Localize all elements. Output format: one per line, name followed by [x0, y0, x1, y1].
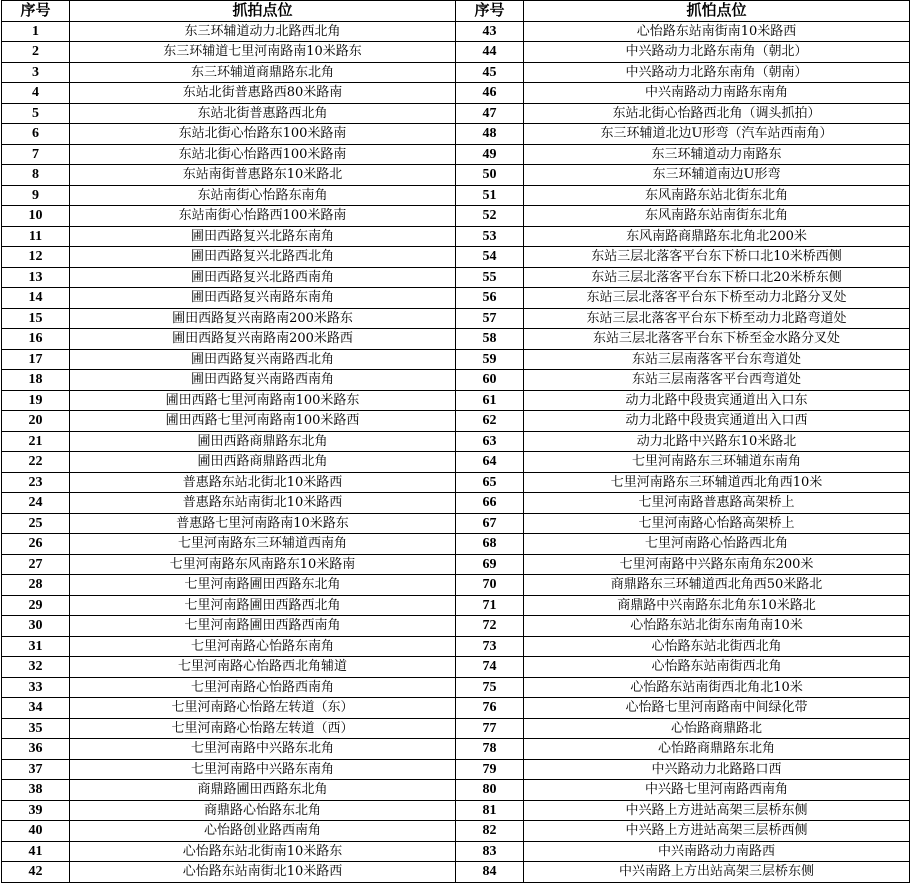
- row-number: 1: [2, 21, 70, 42]
- capture-location: 中兴路七里河南路西南角: [524, 780, 910, 801]
- capture-location: 七里河南路东三环辅道西北角西10米: [524, 472, 910, 493]
- capture-location: 圃田西路七里河南路南100米路西: [70, 411, 456, 432]
- capture-location: 圃田西路复兴北路东南角: [70, 226, 456, 247]
- capture-location: 动力北路中段贵宾通道出入口东: [524, 390, 910, 411]
- row-number: 21: [2, 431, 70, 452]
- row-number: 29: [2, 595, 70, 616]
- capture-location: 七里河南路中兴路东南角东200米: [524, 554, 910, 575]
- table-body: [2, 21, 910, 882]
- capture-location: 商鼎路东三环辅道西北角西50米路北: [524, 575, 910, 596]
- capture-location: 圃田西路商鼎路西北角: [70, 452, 456, 473]
- capture-location: 普惠路七里河南路南10米路东: [70, 513, 456, 534]
- row-number: 78: [456, 739, 524, 760]
- row-number: 79: [456, 759, 524, 780]
- row-number: 55: [456, 267, 524, 288]
- table-row: [2, 267, 910, 288]
- capture-location: 中兴路动力北路路口西: [524, 759, 910, 780]
- row-number: 70: [456, 575, 524, 596]
- capture-location: 商鼎路中兴南路东北角东10米路北: [524, 595, 910, 616]
- row-number: 41: [2, 841, 70, 862]
- capture-location: 中兴路动力北路东南角（朝北）: [524, 42, 910, 63]
- table-row: [2, 42, 910, 63]
- capture-location: 东站南街心怡路东南角: [70, 185, 456, 206]
- table-row: [2, 431, 910, 452]
- capture-location: 七里河南路心怡路左转道（西）: [70, 718, 456, 739]
- capture-location: 中兴南路上方出站高架三层桥东侧: [524, 862, 910, 883]
- capture-location: 七里河南路中兴路东南角: [70, 759, 456, 780]
- capture-location: 七里河南路东风南路东10米路南: [70, 554, 456, 575]
- capture-location: 圃田西路复兴北路西北角: [70, 247, 456, 268]
- capture-location: 圃田西路复兴南路东南角: [70, 288, 456, 309]
- capture-location: 圃田西路七里河南路南100米路东: [70, 390, 456, 411]
- row-number: 80: [456, 780, 524, 801]
- row-number: 40: [2, 821, 70, 842]
- header-no-right: 序号: [456, 1, 524, 22]
- header-row: [2, 1, 910, 22]
- row-number: 37: [2, 759, 70, 780]
- capture-location: 心怡路东站南街南10米路西: [524, 21, 910, 42]
- row-number: 35: [2, 718, 70, 739]
- row-number: 67: [456, 513, 524, 534]
- row-number: 73: [456, 636, 524, 657]
- table-row: [2, 554, 910, 575]
- capture-location: 东站三层北落客平台东下桥至金水路分叉处: [524, 329, 910, 350]
- capture-location: 圃田西路复兴北路西南角: [70, 267, 456, 288]
- capture-location: 七里河南路心怡路西北角: [524, 534, 910, 555]
- capture-location: 心怡路东站北街南10米路东: [70, 841, 456, 862]
- capture-location: 七里河南路心怡路左转道（东）: [70, 698, 456, 719]
- capture-location: 东三环辅道动力南路东: [524, 144, 910, 165]
- table-row: [2, 677, 910, 698]
- capture-location: 心怡路商鼎路东北角: [524, 739, 910, 760]
- row-number: 63: [456, 431, 524, 452]
- row-number: 8: [2, 165, 70, 186]
- row-number: 38: [2, 780, 70, 801]
- row-number: 77: [456, 718, 524, 739]
- table-row: [2, 780, 910, 801]
- row-number: 58: [456, 329, 524, 350]
- table-row: [2, 493, 910, 514]
- table-row: [2, 739, 910, 760]
- row-number: 69: [456, 554, 524, 575]
- row-number: 23: [2, 472, 70, 493]
- capture-location: 圃田西路复兴南路西南角: [70, 370, 456, 391]
- table-row: [2, 349, 910, 370]
- row-number: 83: [456, 841, 524, 862]
- row-number: 72: [456, 616, 524, 637]
- row-number: 71: [456, 595, 524, 616]
- row-number: 16: [2, 329, 70, 350]
- row-number: 65: [456, 472, 524, 493]
- table-row: [2, 575, 910, 596]
- row-number: 50: [456, 165, 524, 186]
- table-row: [2, 698, 910, 719]
- table-row: [2, 841, 910, 862]
- row-number: 39: [2, 800, 70, 821]
- capture-location: 心怡路东站北街东南角南10米: [524, 616, 910, 637]
- row-number: 60: [456, 370, 524, 391]
- capture-location: 东站南街心怡路西100米路南: [70, 206, 456, 227]
- capture-location: 心怡路东站南街西北角北10米: [524, 677, 910, 698]
- table-row: [2, 513, 910, 534]
- capture-location: 心怡路创业路西南角: [70, 821, 456, 842]
- table-row: [2, 103, 910, 124]
- capture-location: 东站北街普惠路西北角: [70, 103, 456, 124]
- table-row: [2, 124, 910, 145]
- row-number: 33: [2, 677, 70, 698]
- capture-location: 心怡路商鼎路北: [524, 718, 910, 739]
- row-number: 57: [456, 308, 524, 329]
- table-row: [2, 718, 910, 739]
- row-number: 48: [456, 124, 524, 145]
- capture-location: 商鼎路心怡路东北角: [70, 800, 456, 821]
- table-row: [2, 288, 910, 309]
- capture-location: 东风南路商鼎路东北角北200米: [524, 226, 910, 247]
- row-number: 84: [456, 862, 524, 883]
- header-location-right: 抓怕点位: [524, 1, 910, 22]
- table-row: [2, 800, 910, 821]
- capture-location: 七里河南路心怡路西北角辅道: [70, 657, 456, 678]
- capture-location: 动力北路中段贵宾通道出入口西: [524, 411, 910, 432]
- row-number: 20: [2, 411, 70, 432]
- table-row: [2, 370, 910, 391]
- capture-location: 东站三层北落客平台东下桥至动力北路弯道处: [524, 308, 910, 329]
- table-row: [2, 247, 910, 268]
- table-row: [2, 21, 910, 42]
- row-number: 53: [456, 226, 524, 247]
- row-number: 10: [2, 206, 70, 227]
- row-number: 47: [456, 103, 524, 124]
- row-number: 17: [2, 349, 70, 370]
- row-number: 54: [456, 247, 524, 268]
- capture-location: 七里河南路圃田西路东北角: [70, 575, 456, 596]
- table-row: [2, 185, 910, 206]
- row-number: 11: [2, 226, 70, 247]
- row-number: 36: [2, 739, 70, 760]
- row-number: 7: [2, 144, 70, 165]
- table-row: [2, 862, 910, 883]
- row-number: 28: [2, 575, 70, 596]
- capture-location: 动力北路中兴路东10米路北: [524, 431, 910, 452]
- capture-location: 圃田西路复兴南路西北角: [70, 349, 456, 370]
- capture-location: 七里河南路圃田西路西南角: [70, 616, 456, 637]
- capture-location: 心怡路七里河南路南中间绿化带: [524, 698, 910, 719]
- row-number: 25: [2, 513, 70, 534]
- row-number: 18: [2, 370, 70, 391]
- capture-location: 东站三层北落客平台东下桥口北20米桥东侧: [524, 267, 910, 288]
- table-row: [2, 308, 910, 329]
- row-number: 64: [456, 452, 524, 473]
- row-number: 26: [2, 534, 70, 555]
- capture-location: 中兴路动力北路东南角（朝南）: [524, 62, 910, 83]
- capture-location: 中兴路上方进站高架三层桥西侧: [524, 821, 910, 842]
- capture-location: 七里河南路中兴路东北角: [70, 739, 456, 760]
- capture-location: 圃田西路复兴南路南200米路东: [70, 308, 456, 329]
- capture-location: 中兴南路动力南路西: [524, 841, 910, 862]
- table-row: [2, 595, 910, 616]
- row-number: 66: [456, 493, 524, 514]
- row-number: 27: [2, 554, 70, 575]
- capture-location: 七里河南路心怡路西南角: [70, 677, 456, 698]
- table-row: [2, 206, 910, 227]
- table-row: [2, 534, 910, 555]
- capture-location: 东站三层北落客平台东下桥至动力北路分叉处: [524, 288, 910, 309]
- table-row: [2, 657, 910, 678]
- capture-location: 心怡路东站北街西北角: [524, 636, 910, 657]
- capture-location: 七里河南路东三环辅道东南角: [524, 452, 910, 473]
- capture-location: 七里河南路普惠路高架桥上: [524, 493, 910, 514]
- capture-location: 七里河南路圃田西路西北角: [70, 595, 456, 616]
- capture-location: 东站北街普惠路西80米路南: [70, 83, 456, 104]
- capture-location: 商鼎路圃田西路东北角: [70, 780, 456, 801]
- capture-location: 东站南街普惠路东10米路北: [70, 165, 456, 186]
- table-row: [2, 472, 910, 493]
- table-row: [2, 821, 910, 842]
- capture-location: 心怡路东站南街西北角: [524, 657, 910, 678]
- table-row: [2, 390, 910, 411]
- capture-location: 东三环辅道商鼎路东北角: [70, 62, 456, 83]
- row-number: 12: [2, 247, 70, 268]
- row-number: 46: [456, 83, 524, 104]
- table-row: [2, 759, 910, 780]
- capture-location: 东三环辅道南边U形弯: [524, 165, 910, 186]
- table-row: [2, 329, 910, 350]
- capture-location: 东站三层南落客平台西弯道处: [524, 370, 910, 391]
- row-number: 44: [456, 42, 524, 63]
- capture-location: 东三环辅道北边U形弯（汽车站西南角）: [524, 124, 910, 145]
- capture-location: 圃田西路复兴南路南200米路西: [70, 329, 456, 350]
- capture-location: 普惠路东站南街北10米路西: [70, 493, 456, 514]
- capture-location: 东风南路东站南街东北角: [524, 206, 910, 227]
- capture-location: 东站北街心怡路西北角（调头抓拍）: [524, 103, 910, 124]
- row-number: 4: [2, 83, 70, 104]
- row-number: 59: [456, 349, 524, 370]
- row-number: 6: [2, 124, 70, 145]
- row-number: 76: [456, 698, 524, 719]
- table-row: [2, 144, 910, 165]
- capture-points-table: [1, 0, 910, 883]
- capture-location: 中兴南路动力南路东南角: [524, 83, 910, 104]
- header-no-left: 序号: [2, 1, 70, 22]
- capture-location: 七里河南路东三环辅道西南角: [70, 534, 456, 555]
- row-number: 68: [456, 534, 524, 555]
- row-number: 14: [2, 288, 70, 309]
- row-number: 43: [456, 21, 524, 42]
- capture-location: 东站三层北落客平台东下桥口北10米桥西侧: [524, 247, 910, 268]
- row-number: 31: [2, 636, 70, 657]
- row-number: 61: [456, 390, 524, 411]
- capture-location: 圃田西路商鼎路东北角: [70, 431, 456, 452]
- capture-location: 东站北街心怡路东100米路南: [70, 124, 456, 145]
- capture-location: 七里河南路心怡路东南角: [70, 636, 456, 657]
- row-number: 9: [2, 185, 70, 206]
- capture-location: 东风南路东站北街东北角: [524, 185, 910, 206]
- row-number: 22: [2, 452, 70, 473]
- row-number: 19: [2, 390, 70, 411]
- capture-location: 东站北街心怡路西100米路南: [70, 144, 456, 165]
- row-number: 74: [456, 657, 524, 678]
- table-row: [2, 636, 910, 657]
- table-row: [2, 83, 910, 104]
- row-number: 24: [2, 493, 70, 514]
- capture-location: 中兴路上方进站高架三层桥东侧: [524, 800, 910, 821]
- capture-location: 心怡路东站南街北10米路西: [70, 862, 456, 883]
- row-number: 45: [456, 62, 524, 83]
- row-number: 30: [2, 616, 70, 637]
- row-number: 49: [456, 144, 524, 165]
- table-row: [2, 452, 910, 473]
- row-number: 52: [456, 206, 524, 227]
- capture-location: 七里河南路心怡路高架桥上: [524, 513, 910, 534]
- capture-location: 东三环辅道动力北路西北角: [70, 21, 456, 42]
- row-number: 2: [2, 42, 70, 63]
- row-number: 62: [456, 411, 524, 432]
- row-number: 82: [456, 821, 524, 842]
- row-number: 75: [456, 677, 524, 698]
- table-row: [2, 226, 910, 247]
- table-row: [2, 616, 910, 637]
- row-number: 32: [2, 657, 70, 678]
- row-number: 51: [456, 185, 524, 206]
- capture-location: 东站三层南落客平台东弯道处: [524, 349, 910, 370]
- capture-location: 普惠路东站北街北10米路西: [70, 472, 456, 493]
- row-number: 5: [2, 103, 70, 124]
- row-number: 56: [456, 288, 524, 309]
- capture-location: 东三环辅道七里河南路南10米路东: [70, 42, 456, 63]
- row-number: 15: [2, 308, 70, 329]
- row-number: 81: [456, 800, 524, 821]
- header-location-left: 抓拍点位: [70, 1, 456, 22]
- row-number: 3: [2, 62, 70, 83]
- row-number: 34: [2, 698, 70, 719]
- table-row: [2, 62, 910, 83]
- row-number: 13: [2, 267, 70, 288]
- table-row: [2, 165, 910, 186]
- row-number: 42: [2, 862, 70, 883]
- table-row: [2, 411, 910, 432]
